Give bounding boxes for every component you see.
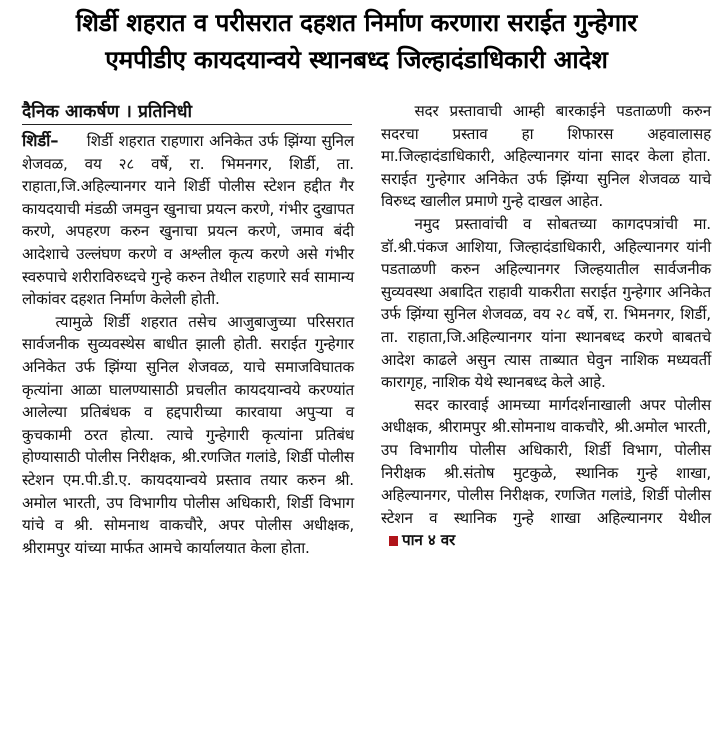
continued-label: पान ४ वर [402, 531, 456, 550]
square-bullet-icon [389, 536, 398, 546]
paragraph: नमुद प्रस्तावांची व सोबतच्या कागदपत्रांची मा. डॉ.श्री.पंकज आशिया, जिल्हादंडाधिकारी, अहिल्यानगर यांनी पडताळणी करुन अहिल्यानगर जिल्हयातील सार्वजनीक सुव्यवस्था अबादित राहावी याकरीता सराईत गुन्हेगार अनिकेत उर्फ झिंग्या सुनिल शेजवळ, वय २८ वर्षे, रा. भिमनगर, शिर्डी, ता. राहाता,जि.अहिल्यानगर यांना स्थानबध्द करणे बाबतचे आदेश काढले असुन त्यास ताब्यात घेवुन नाशिक मध्यवर्ती कारागृह, नाशिक येथे स्थानबध्द केले आहे. [381, 214, 711, 392]
headline-line-2: एमपीडीए कायदयान्वये स्थानबध्द जिल्हादंडाधिकारी आदेश [105, 45, 608, 74]
byline-divider [22, 124, 352, 125]
continued-marker [381, 531, 455, 549]
left-column [22, 130, 354, 559]
headline-line-1: शिर्डी शहरात व परीसरात दहशत निर्माण करणारा सराईत गुन्हेगार [75, 8, 638, 37]
dateline: शिर्डी– [22, 131, 59, 150]
paragraph-text: शिर्डी शहरात राहणारा अनिकेत उर्फ झिंग्या सुनिल शेजवळ, वय २८ वर्षे, रा. भिमनगर, शिर्डी, ता. राहाता,जि.अहिल्यानगर याने शिर्डी पोलीस स्टेशन हद्दीत गैर कायदयाची मंडळी जमवुन खुनाचा प्रयत्न करणे, गंभीर दुखापत करणे, अपहरण करुन खुनाचा प्रयत्न करणे, जमाव बंदी आदेशाचे उल्लंघण करणे व अश्लील कृत्य करणे असे गंभीर स्वरुपाचे शरीराविरुध्दचे गुन्हे करुन तेथील राहणारे सर्व सामान्य लोकांवर दहशत निर्माण केलेली होती. [22, 132, 354, 309]
paragraph [381, 394, 711, 552]
paragraph: सदर प्रस्तावाची आम्ही बारकाईने पडताळणी करुन सदरचा प्रस्ताव हा शिफारस अहवालासह मा.जिल्हादंडाधिकारी, अहिल्यानगर यांना सादर केला होता. सराईत गुन्हेगार अनिकेत उर्फ झिंग्या सुनिल शेजवळ याचे विरुध्द खालील प्रमाणे गुन्हे दाखल आहेत. [381, 102, 711, 211]
paragraph: त्यामुळे शिर्डी शहरात तसेच आजुबाजुच्या परिसरात सार्वजनीक सुव्यवस्थेस बाधीत झाली होती. सराईत गुन्हेगार अनिकेत उर्फ झिंग्या सुनिल शेजवळ, याचे समाजविघातक कृत्यांना आळा घालण्यासाठी प्रचलीत कायदयान्वये करण्यांत आलेल्या प्रतिबंधक व हद्दपारीच्या कारवाया अपुऱ्या व कुचकामी ठरत होत्या. त्याचे गुन्हेगारी कृत्यांना प्रतिबंध होण्यासाठी पोलीस निरीक्षक, श्री.रणजित गलांडे, शिर्डी पोलीस स्टेशन एम.पी.डी.ए. कायदयान्वये प्रस्ताव तयार करुन श्री. अमोल भारती, उप विभागीय पोलीस अधिकारी, शिर्डी विभाग यांचे व श्री. सोमनाथ वाकचौरे, अपर पोलीस अधीक्षक, श्रीरामपुर यांच्या मार्फत आमचे कार्यालयात केला होता. [22, 312, 354, 557]
right-column [381, 100, 711, 552]
byline: दैनिक आकर्षण । प्रतिनिधी [22, 102, 192, 122]
paragraph [22, 130, 354, 311]
headline [0, 4, 713, 78]
paragraph-text: सदर कारवाई आमच्या मार्गदर्शनाखाली अपर पोलीस अधीक्षक, श्रीरामपुर श्री.सोमनाथ वाकचौरे, श्री.अमोल भारती, उप विभागीय पोलीस अधिकारी, शिर्डी विभाग, पोलीस निरीक्षक श्री.संतोष मुटकुळे, स्थानिक गुन्हे शाखा, अहिल्यानगर, पोलीस निरीक्षक, रणजित गलांडे, शिर्डी पोलीस स्टेशन व स्थानिक गुन्हे शाखा अहिल्यानगर येथील [381, 395, 711, 527]
